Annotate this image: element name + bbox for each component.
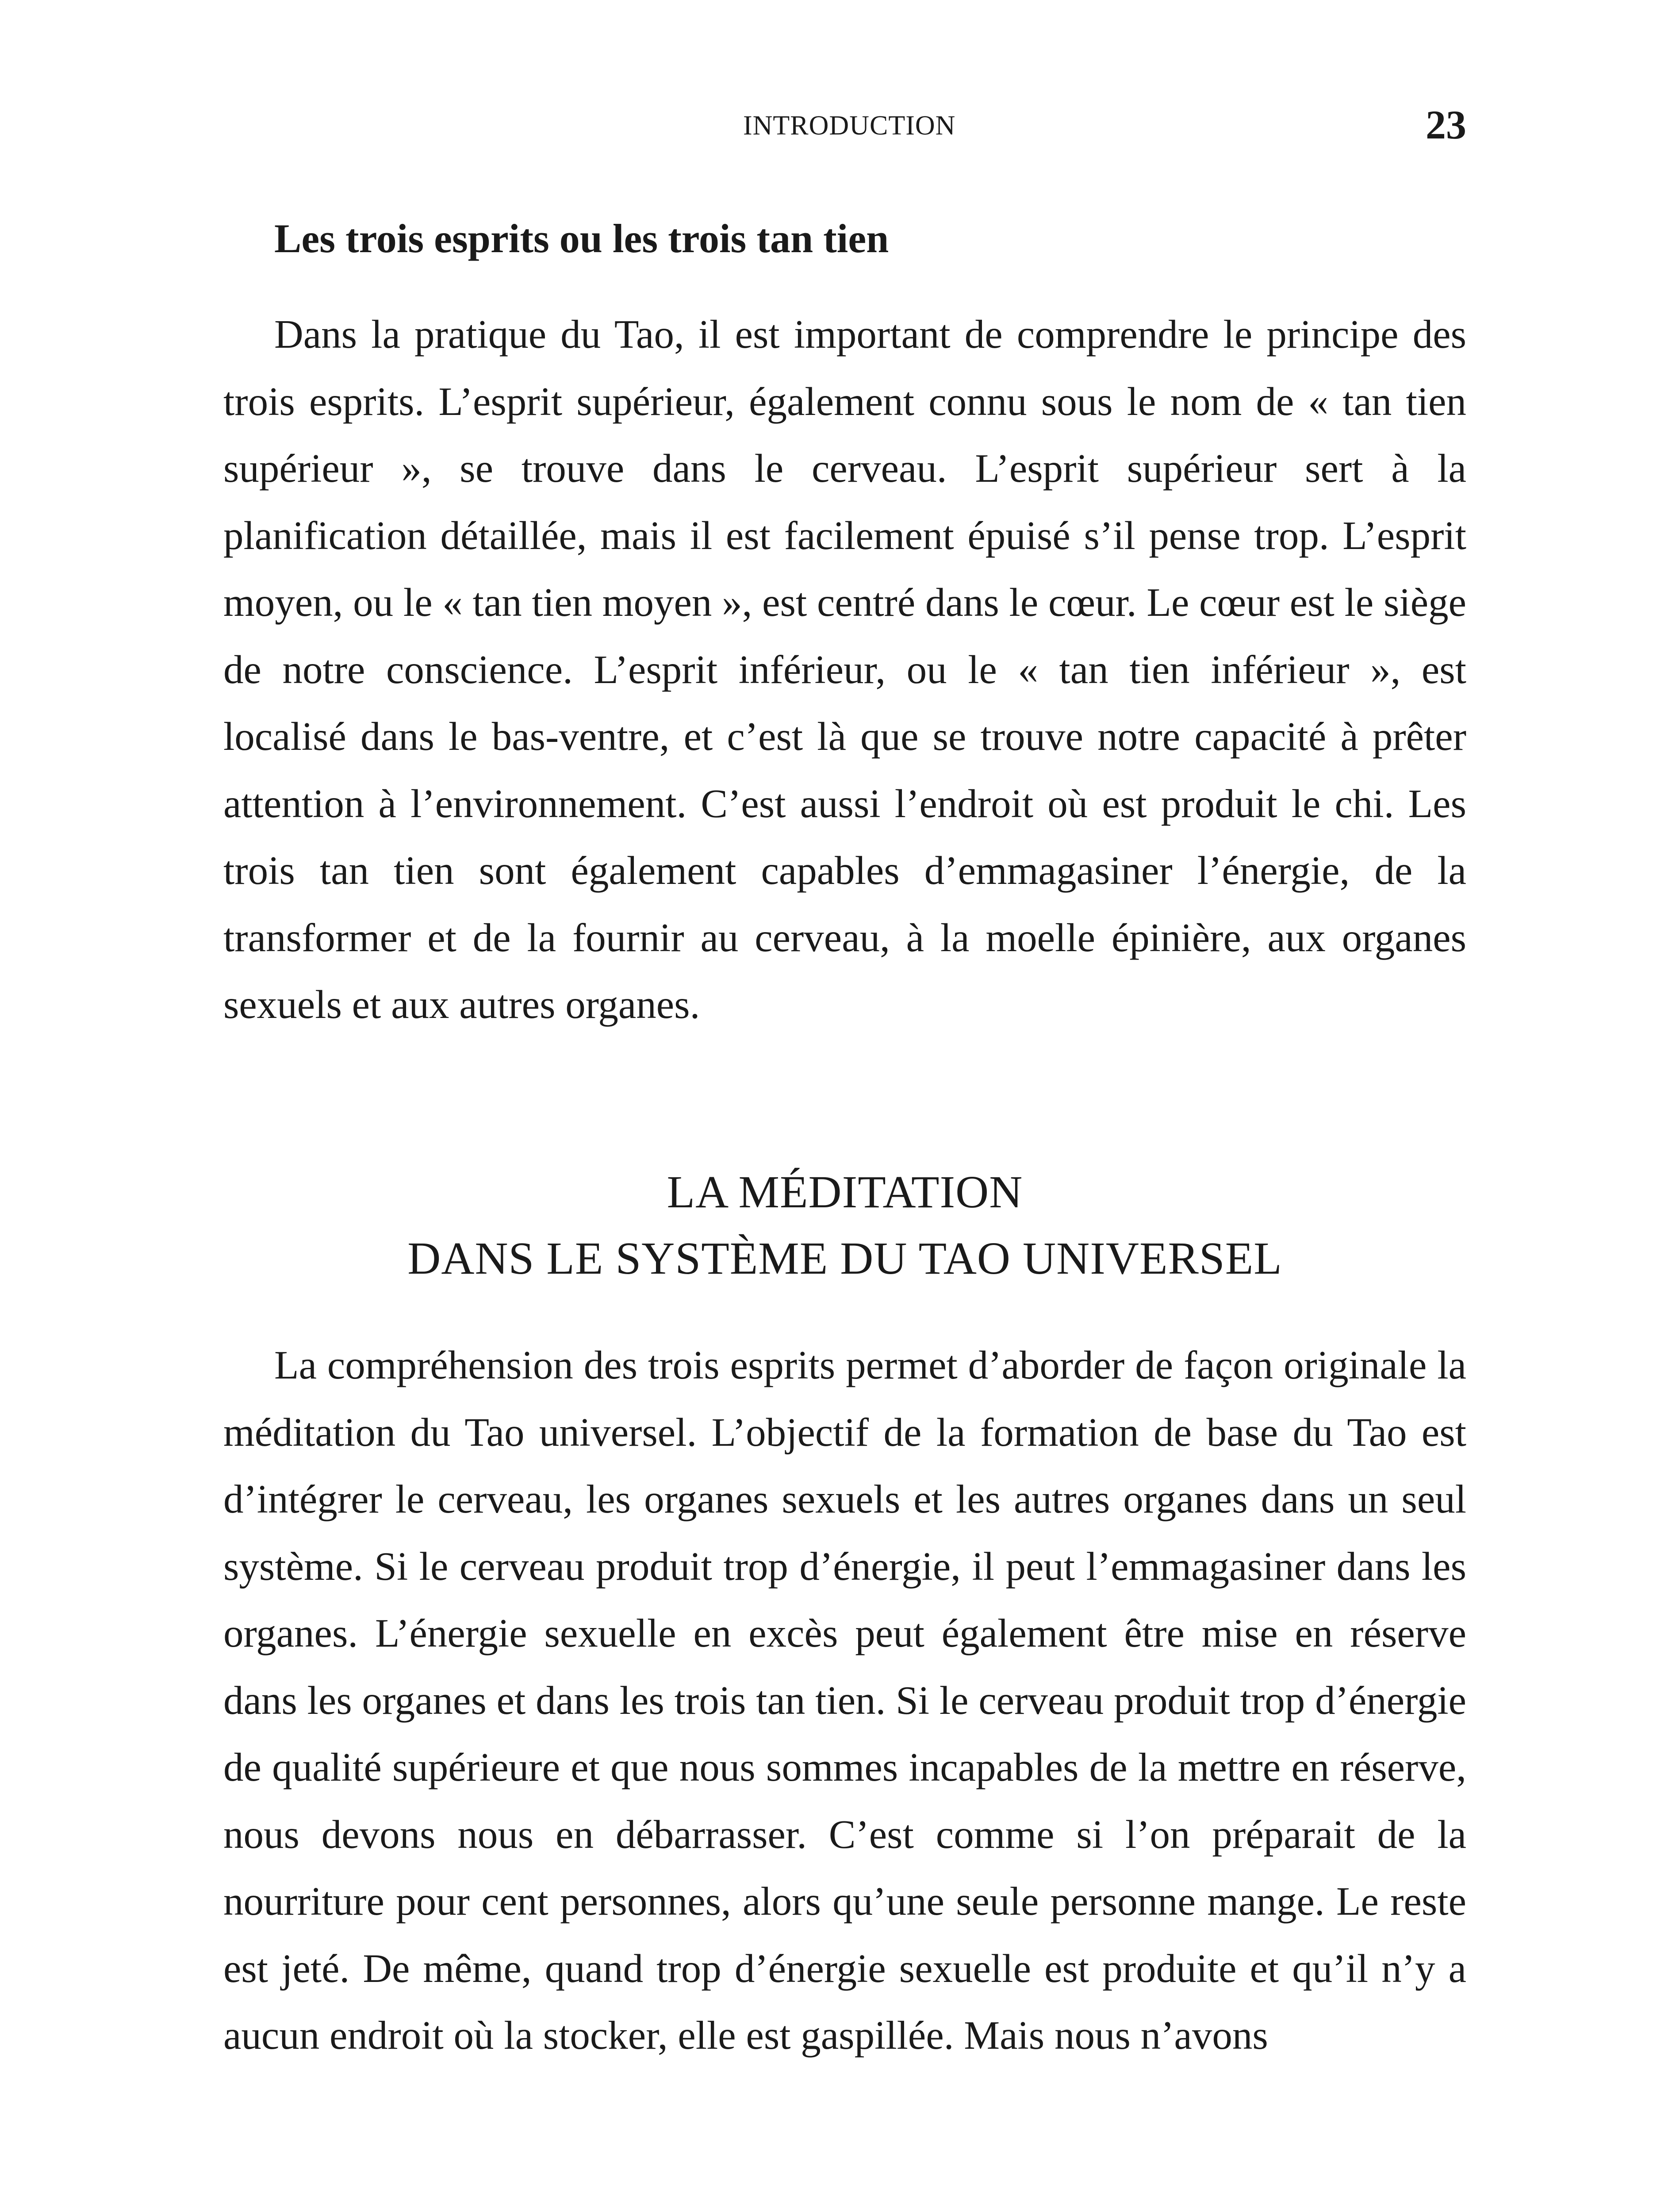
section-1-body: [223, 301, 1466, 1038]
page-number: 23: [1426, 102, 1466, 147]
section-title-line-1: LA MÉDITATION: [667, 1167, 1023, 1217]
section-heading: Les trois esprits ou les trois tan tien: [274, 216, 889, 261]
paragraph: La compréhension des trois esprits permet d’aborder de façon originale la méditation du Tao universel. L’objectif de la formation de base du Tao est d’intégrer le cerveau, les organes sexuels et les autres organes dans un seul système. Si le cerveau produit trop d’énergie, il peut l’emmagasiner dans les organes. L’énergie sexuelle en excès peut également être mise en réserve dans les organes et dans les trois tan tien. Si le cerveau produit trop d’énergie de qualité supérieure et que nous sommes incapables de la mettre en réserve, nous devons nous en débarrasser. C’est comme si l’on préparait de la nourriture pour cent personnes, alors qu’une seule personne mange. Le reste est jeté. De même, quand trop d’énergie sexuelle est produite et qu’il n’y a aucun endroit où la stocker, elle est gaspillée. Mais nous n’avons: [223, 1343, 1466, 2058]
running-header: [0, 103, 1672, 156]
section-2-body: [223, 1332, 1466, 2069]
section-title: [223, 1159, 1466, 1292]
paragraph: Dans la pratique du Tao, il est important de comprendre le principe des trois esprits. L’esprit supérieur, également connu sous le nom de « tan tien supérieur », se trouve dans le cerveau. L’esprit supérieur sert à la planification détaillée, mais il est facilement épuisé s’il pense trop. L’esprit moyen, ou le « tan tien moyen », est centré dans le cœur. Le cœur est le siège de notre conscience. L’esprit inférieur, ou le « tan tien inférieur », est localisé dans le bas-ventre, et c’est là que se trouve notre capacité à prêter attention à l’environnement. C’est aussi l’endroit où est produit le chi. Les trois tan tien sont également capables d’emmagasiner l’énergie, de la transformer et de la fournir au cerveau, à la moelle épinière, aux organes sexuels et aux autres organes.: [223, 312, 1466, 1027]
running-title: INTRODUCTION: [743, 111, 956, 141]
section-title-line-2: DANS LE SYSTÈME DU TAO UNIVERSEL: [407, 1233, 1282, 1284]
